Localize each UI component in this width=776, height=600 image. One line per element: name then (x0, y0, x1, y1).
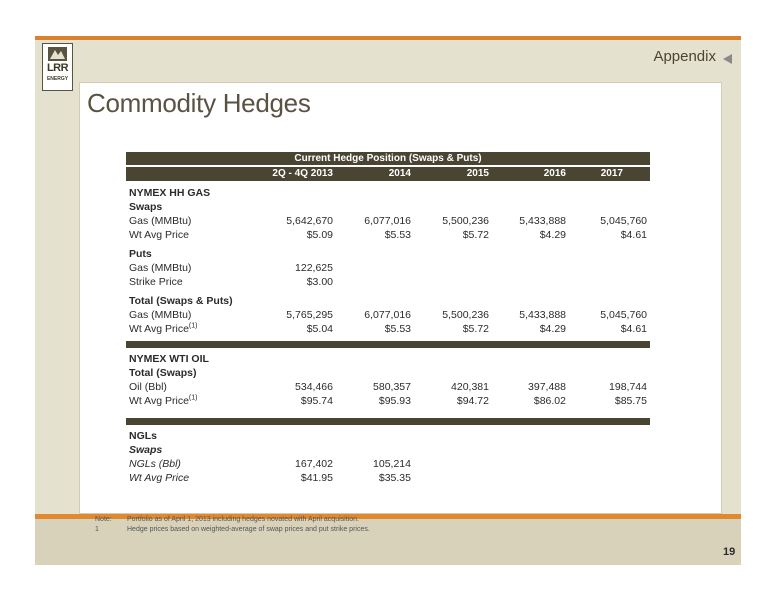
lrr-energy-logo (42, 43, 73, 91)
column-header: 2Q - 4Q 2013 (272, 168, 333, 179)
column-header: 2015 (466, 168, 489, 179)
subsection-heading: Total (Swaps) (129, 367, 197, 379)
section-heading: NGLs (129, 430, 158, 442)
column-header: 2017 (600, 168, 623, 179)
column-header-row (126, 167, 650, 181)
hedge-table (126, 152, 650, 485)
triangle-left-icon (723, 54, 732, 64)
section-heading: NYMEX HH GAS (129, 187, 211, 199)
footnote: Note: Portfolio as of April 1, 2013 including hedges novated with April acquisition. (95, 516, 359, 523)
table-row: Wt Avg Price $41.95 $35.35 (129, 472, 411, 484)
subsection-heading: Swaps (129, 444, 163, 456)
table-row: Gas (MMBtu) 5,642,670 6,077,016 5,500,236 5,433,888 5,045,760 (129, 215, 647, 227)
subsection-heading: Puts (129, 248, 152, 260)
footnote: 1 Hedge prices based on weighted-average of swap prices and put strike prices. (95, 526, 370, 533)
table-row: NGLs (Bbl) 167,402 105,214 (129, 458, 411, 470)
section-divider (126, 341, 650, 348)
table-title: Current Hedge Position (Swaps & Puts) (126, 152, 650, 165)
table-row: Wt Avg Price$^{(1)}$ $95.74 $95.93 $94.72 $86.02 $85.75 (129, 394, 647, 407)
logo-mark-icon (48, 47, 67, 61)
table-row: Gas (MMBtu) 122,625 (129, 262, 333, 274)
top-accent-bar (35, 36, 741, 40)
logo-subtext: ENERGY (46, 76, 69, 82)
table-row: Wt Avg Price $5.09 $5.53 $5.72 $4.29 $4.61 (129, 229, 647, 241)
logo-text: LRR (46, 62, 69, 74)
section-divider (126, 418, 650, 425)
column-header: 2016 (543, 168, 566, 179)
section-heading: NYMEX WTI OIL (129, 353, 209, 365)
table-row: Gas (MMBtu) 5,765,295 6,077,016 5,500,236 5,433,888 5,045,760 (129, 309, 647, 321)
section-label: Appendix (653, 48, 716, 65)
subsection-heading: Total (Swaps & Puts) (129, 295, 233, 307)
table-row: Oil (Bbl) 534,466 580,357 420,381 397,488 198,744 (129, 381, 647, 393)
page-number: 19 (723, 546, 736, 558)
column-header: 2014 (388, 168, 411, 179)
table-row: Wt Avg Price$^{(1)}$ $5.04 $5.53 $5.72 $4.29 $4.61 (129, 322, 647, 335)
page-title: Commodity Hedges (87, 88, 311, 118)
subsection-heading: Swaps (129, 201, 163, 213)
table-row: Strike Price $3.00 (129, 276, 333, 288)
footnotes (95, 515, 370, 535)
